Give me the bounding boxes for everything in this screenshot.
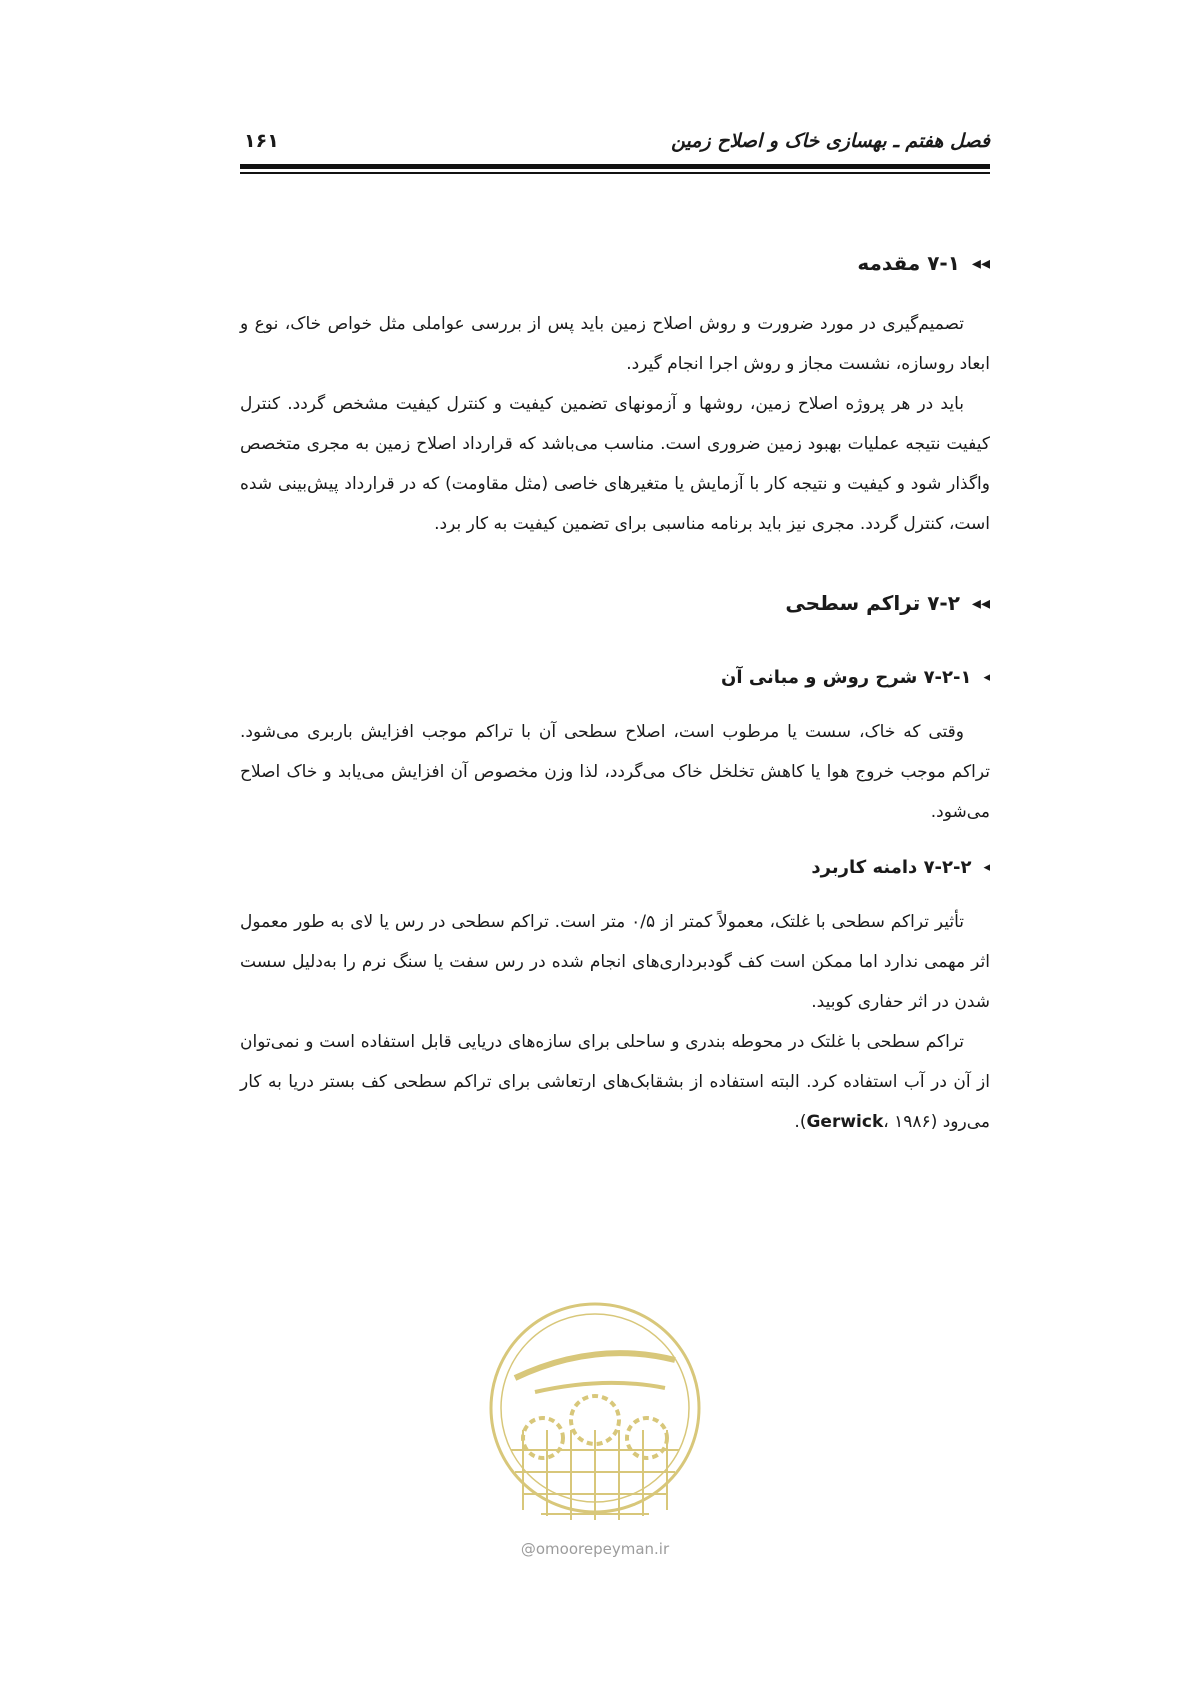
paragraph: تصمیم‌گیری در مورد ضرورت و روش اصلاح زمین باید پس از بررسی عواملی مثل خواص خاک، نوع و ابعاد روسازه، نشست مجاز و روش اجرا انجام گیرد.: [240, 314, 990, 374]
paragraph: تأثیر تراکم سطحی با غلتک، معمولاً کمتر از ۰/۵ متر است. تراکم سطحی در رس یا لای به طور معمول اثر مهمی ندارد اما ممکن است کف گودبرداری‌های انجام شده در رس سفت یا سنگ نرم را به‌دلیل سست شدن در اثر حفاری کوبید.: [240, 912, 990, 1012]
paragraph-text: تراکم سطحی با غلتک در محوطه بندری و ساحلی برای سازه‌های دریایی قابل استفاده است و نمی‌توان از آن در آب استفاده کرد. البته استفاده از بشقابک‌های ارتعاشی برای تراکم سطحی کف بستر دریا به کار می‌رود (: [240, 1032, 990, 1132]
citation-author: Gerwick: [806, 1112, 884, 1132]
double-arrow-icon: ◂◂: [971, 592, 990, 614]
section-heading-introduction: [240, 248, 990, 278]
arrow-icon: ◂: [983, 859, 990, 875]
paragraph-with-citation: [240, 1022, 990, 1142]
header-rule-thick: [240, 164, 990, 169]
subsection-title: ۷-۲-۲ دامنه کاربرد: [811, 856, 972, 878]
watermark-url: @omoorepeyman.ir: [520, 1540, 670, 1558]
header-rule-thin: [240, 172, 990, 174]
double-arrow-icon: ◂◂: [971, 252, 990, 274]
section-heading-surface-compaction: [240, 588, 990, 618]
subsection-heading-scope: [240, 852, 990, 882]
watermark-logo: [475, 1280, 715, 1570]
section-title: ۷-۱ مقدمه: [857, 251, 960, 275]
subsection-title: ۷-۲-۱ شرح روش و مبانی آن: [721, 666, 972, 688]
page-number: ۱۶۱: [244, 130, 279, 152]
seal-icon: [475, 1280, 715, 1540]
paragraph: وقتی که خاک، سست یا مرطوب است، اصلاح سطحی آن با تراکم موجب افزایش باربری می‌شود. تراکم موجب خروج هوا یا کاهش تخلخل خاک می‌گردد، لذا وزن مخصوص آن افزایش می‌یابد و خاک اصلاح می‌شود.: [240, 722, 990, 822]
paragraph: باید در هر پروژه اصلاح زمین، روشها و آزمونهای تضمین کیفیت و کنترل کیفیت مشخص گردد. کنترل کیفیت نتیجه عملیات بهبود زمین ضروری است. مناسب می‌باشد که قرارداد اصلاح زمین به مجری متخصص واگذار شود و کیفیت و نتیجه کار با آزمایش یا متغیرهای خاصی (مثل مقاومت) که در قرارداد پیش‌بینی شده است، کنترل گردد. مجری نیز باید برنامه مناسبی برای تضمین کیفیت به کار برد.: [240, 394, 990, 534]
arrow-icon: ◂: [983, 669, 990, 685]
page-body: [240, 248, 990, 1142]
section-title: ۷-۲ تراکم سطحی: [785, 591, 960, 615]
running-title: فصل هفتم ـ بهسازی خاک و اصلاح زمین: [671, 130, 990, 152]
subsection-heading-method: [240, 662, 990, 692]
page-header: [240, 118, 990, 158]
citation-year: ، ۱۹۸۶).: [794, 1112, 931, 1132]
